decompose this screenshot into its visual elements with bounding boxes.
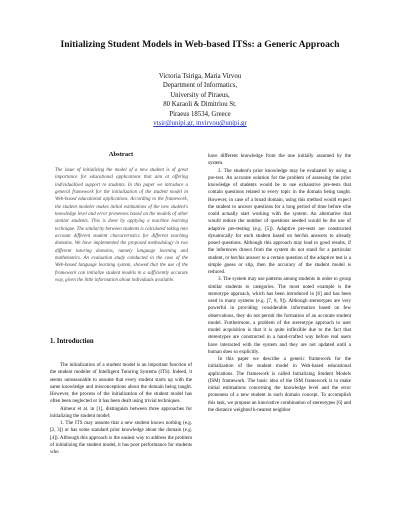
author-names: Victoria Tsiriga, Maria Virvou <box>158 73 242 80</box>
author-block <box>100 72 300 128</box>
abstract-heading: Abstract <box>108 151 134 158</box>
right-paragraph-4: In this paper we describe a generic framework for the initialization of the student model in Web-based educational applications. The framework is called Initializing Student Models (ISM) framework. The basic idea of the ISM framework is to make initial estimations concerning the knowledge level and the error proneness of a new student in each domain concept. To accomplish this task, we propose an innovative combination of stereotypes [6] and the distance weighted k-nearest neighbor <box>208 356 351 413</box>
intro-paragraph-3: 1. The ITS may assume that a new student knows nothing (e.g. [2, 3]) or has some standard prior knowledge about the domain (e.g. [4]). Although this approach is the easiest way to address the problem of initializing the student model, it has poor performance for students who <box>50 420 192 455</box>
author-university: University of Piraeus, <box>170 91 230 99</box>
right-paragraph-1: have different knowledge from the one initially assumed by the system. <box>208 153 351 167</box>
author-city: Piraeus 18534, Greece <box>169 110 231 118</box>
introduction-heading: 1. Introduction <box>50 338 94 345</box>
paper-title: Initializing Student Models in Web-based ITSs: a Generic Approach <box>60 39 340 50</box>
author-emails[interactable]: vtsir@unipi.gr, mvirvou@unipi.gr <box>153 120 247 128</box>
intro-paragraph-1: The initialization of a student model is an important function of the student modeler of Intelligent Tutoring Systems (ITS). Indeed, it seems unreasonable to assume that every student starts up with the same knowledge and misconceptions about the domain being taught. However, the process of the initialization of the student model has often been neglected or it has been dealt using trivial techniques. <box>50 362 192 405</box>
left-column-body <box>50 362 192 456</box>
abstract-text: The issue of initializing the model of a new student is of great importance for educational applications that aim at offering individualized support to students. In this paper we introduce a general framework for the initialization of the student model in Web-based educational applications. According to the framework, the student modeler makes initial estimations of the new student's knowledge level and error proneness based on the models of other similar students. This is done by applying a machine learning technique. The similarity between students is calculated taking into account different student characteristics for different teaching domains. We have implemented the proposed methodology in two different tutoring domains, namely language learning and mathematics. An evaluation study conducted in the case of the Web-based language learning system, showed that the use of the framework can initialize student models in a sufficiently accurate way, given the little information about individuals available. <box>55 168 188 284</box>
right-paragraph-3: 3. The system may use patterns among students in order to group similar students to categories. The most noted example is the stereotype approach, which has been introduced in [6] and has been used in many systems (e.g. [7, 8, 9]). Although stereotypes are very powerful in providing considerable information based on few observations, they do not permit the formation of an accurate student model. Furthermore, a problem of the stereotype approach to user model acquisition is that it is quite inflexible due to the fact that stereotypes are constructed in a hand-crafted way before real users have interacted with the system and they are not updated until a human does so explicitly. <box>208 276 351 355</box>
right-paragraph-2: 2. The student's prior knowledge may be evaluated by using a pre-test. An accurate solution for the problem of assessing the prior knowledge of students would be to use exhaustive pre-tests that contain questions related to every topic in the domain being taught. However, in case of a broad domain, using this method would expect the student to answer questions for a long period of time before s/he could actually start working with the system. An alternative that would reduce the number of questions needed would be the use of adaptive pre-testing (e.g. [5]). Adaptive pre-tests are constructed dynamically for each student based on her/his answers to already posed questions. Although this approach may lead to good results, if the inferences drawn from the system do not stand for a particular student, or her/his answer to a certain question of the adaptive test is a simple guess or slip, then the accuracy of the student model is reduced. <box>208 167 351 275</box>
author-address: 80 Karaoli & Dimitriou St. <box>163 101 237 109</box>
author-department: Department of Informatics, <box>162 82 238 90</box>
intro-paragraph-2: Aïmeur et al. in [1], distinguish between three approaches for initializing the student model: <box>50 405 192 419</box>
right-column-body <box>208 153 351 414</box>
